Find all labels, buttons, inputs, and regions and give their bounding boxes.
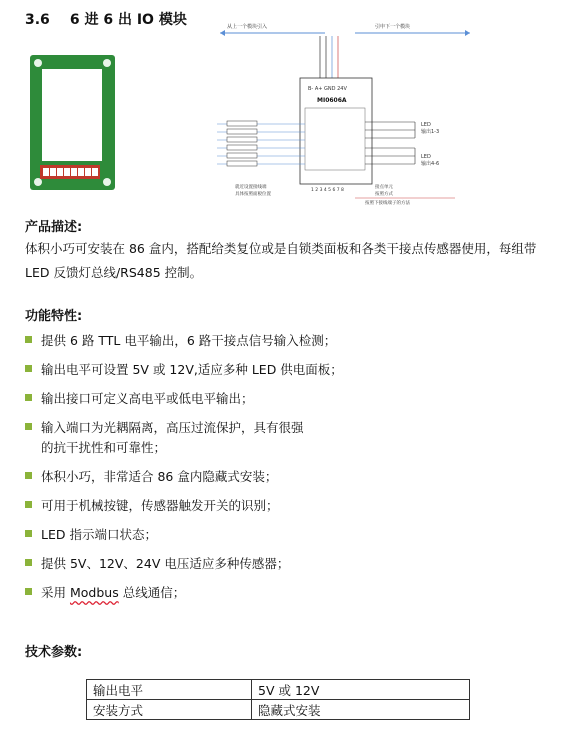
- right-arrow-label: 引申下一个模块: [375, 24, 411, 30]
- description-text: 体积小巧可安装在 86 盒内，搭配给类复位或是自锁类面板和各类干接点传感器使用，每组带 LED 反馈灯总线/RS485 控制。: [25, 241, 537, 280]
- svg-text:具体按照面板位置: 具体按照面板位置: [235, 192, 271, 197]
- board-terminal-area: [42, 69, 102, 161]
- bullet-icon: [25, 530, 32, 537]
- bullet-icon: [25, 559, 32, 566]
- feature-item: 可用于机械按键，传感器触发开关的识别；: [25, 496, 279, 516]
- description-title: 产品描述:: [25, 220, 83, 235]
- feature-item: 提供 6 路 TTL 电平输出，6 路干接点信号输入检测；: [25, 331, 336, 351]
- note-left: 就近设置接线端: [235, 185, 267, 190]
- bullet-icon: [25, 472, 32, 479]
- bullet-icon: [25, 588, 32, 595]
- bullet-icon: [25, 501, 32, 508]
- param-key: 安装方式: [87, 700, 252, 720]
- section-number: 3.6: [25, 12, 50, 28]
- board-dip-switch: [40, 165, 100, 179]
- note-mid: 接点单元: [375, 185, 393, 190]
- params-table: [86, 679, 470, 720]
- module-name: MI0606A: [317, 97, 347, 104]
- pin-labels: B- A+ GND 24V: [308, 86, 347, 92]
- table-row: [87, 700, 470, 720]
- svg-text:输出1-3: 输出1-3: [421, 129, 440, 135]
- feature-item: 输入端口为光耦隔离，高压过流保护，具有很强 的抗干扰性和可靠性；: [25, 418, 304, 458]
- led-group-1-label: LED: [421, 122, 431, 128]
- section-title: 6 进 6 出 IO 模块: [69, 12, 187, 28]
- svg-text:按照方式: 按照方式: [375, 192, 393, 197]
- bullet-icon: [25, 365, 32, 372]
- feature-item: 体积小巧，非常适合 86 盒内隐藏式安装；: [25, 467, 277, 487]
- feature-item-continuation: 的抗干扰性和可靠性；: [41, 440, 167, 455]
- module-board-photo: [30, 55, 115, 190]
- dip-numbers: 1 2 3 4 5 6 7 8: [311, 188, 344, 193]
- feature-item: 输出接口可定义高电平或低电平输出；: [25, 389, 254, 409]
- wiring-diagram: [215, 6, 555, 206]
- features-title: 功能特性:: [25, 309, 83, 324]
- feature-item: 输出电平可设置 5V 或 12V,适应多种 LED 供电面板；: [25, 360, 343, 380]
- param-value: 5V 或 12V: [252, 680, 470, 700]
- param-key: 输出电平: [87, 680, 252, 700]
- param-value: 隐藏式安装: [252, 700, 470, 720]
- left-arrow-label: 从上一个模块引入: [227, 24, 268, 30]
- note-right: 按照下接线端子的方法: [365, 201, 410, 206]
- params-title: 技术参数:: [25, 645, 83, 660]
- svg-text:输出4-6: 输出4-6: [421, 161, 440, 167]
- bullet-icon: [25, 423, 32, 430]
- feature-item: 提供 5V、12V、24V 电压适应多种传感器；: [25, 554, 289, 574]
- table-row: [87, 680, 470, 700]
- feature-item: LED 指示端口状态；: [25, 525, 157, 545]
- led-group-2-label: LED: [421, 154, 431, 160]
- bullet-icon: [25, 336, 32, 343]
- bullet-icon: [25, 394, 32, 401]
- feature-item: 采用 Modbus 总线通信；: [25, 583, 185, 603]
- section-heading: [25, 9, 187, 29]
